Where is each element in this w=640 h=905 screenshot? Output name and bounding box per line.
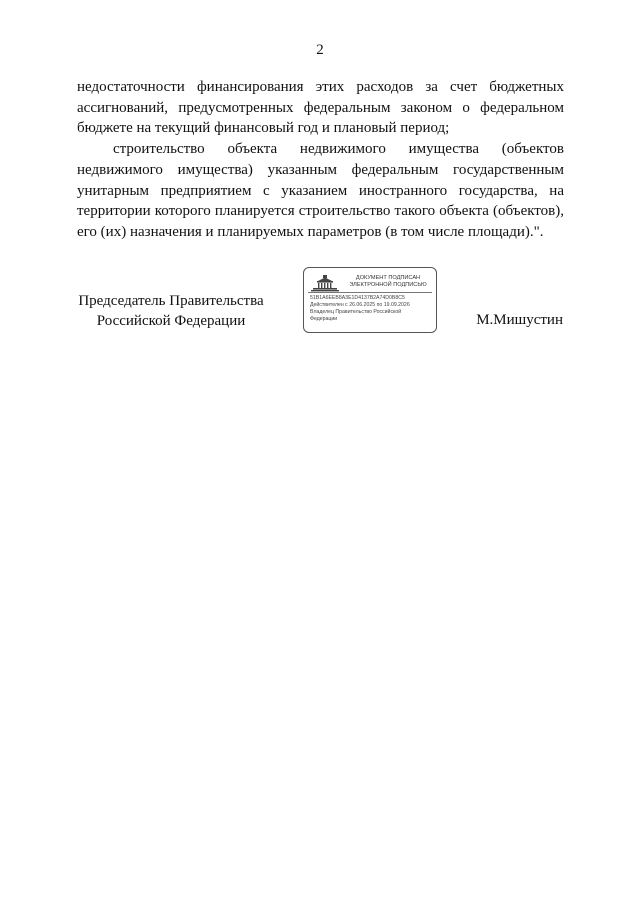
electronic-signature-stamp bbox=[303, 267, 437, 333]
stamp-header bbox=[342, 275, 434, 289]
stamp-owner-line-1: Владелец Правительство Российской bbox=[310, 309, 402, 315]
page-number: 2 bbox=[316, 42, 324, 58]
signer-title-line-1: Председатель Правительства bbox=[78, 293, 264, 309]
stamp-certificate: 51B1A6EEB8A3E1D4137B2A74D0B8C5 bbox=[310, 295, 405, 301]
stamp-owner-line-2: Федерации bbox=[310, 316, 338, 322]
signer-title-line-2: Российской Федерации bbox=[96, 313, 246, 329]
stamp-details bbox=[310, 295, 434, 323]
government-building-emblem-icon bbox=[310, 274, 340, 292]
paragraph-2: строительство объекта недвижимого имущества (объектов недвижимого имущества) указанным федеральным государственным унитарным предприятием с указанием иностранного государства, на территории которого планируется строительство такого объекта (объектов), его (их) назначения и планируемых параметров (в том числе площади).". bbox=[77, 141, 564, 240]
paragraph-1: недостаточности финансирования этих расходов за счет бюджетных ассигнований, предусмотренных федеральным законом о федеральном бюджете на текущий финансовый год и плановый период; bbox=[77, 79, 564, 137]
stamp-header-line-2: ЭЛЕКТРОННОЙ ПОДПИСЬЮ bbox=[349, 282, 427, 288]
stamp-divider bbox=[308, 292, 432, 293]
stamp-validity: Действителен с 26.06.2025 по 19.09.2026 bbox=[310, 302, 410, 308]
stamp-header-line-1: ДОКУМЕНТ ПОДПИСАН bbox=[355, 275, 421, 281]
document-body bbox=[77, 77, 564, 243]
signer-title bbox=[78, 291, 264, 331]
signer-name: М.Мишустин bbox=[476, 312, 563, 328]
